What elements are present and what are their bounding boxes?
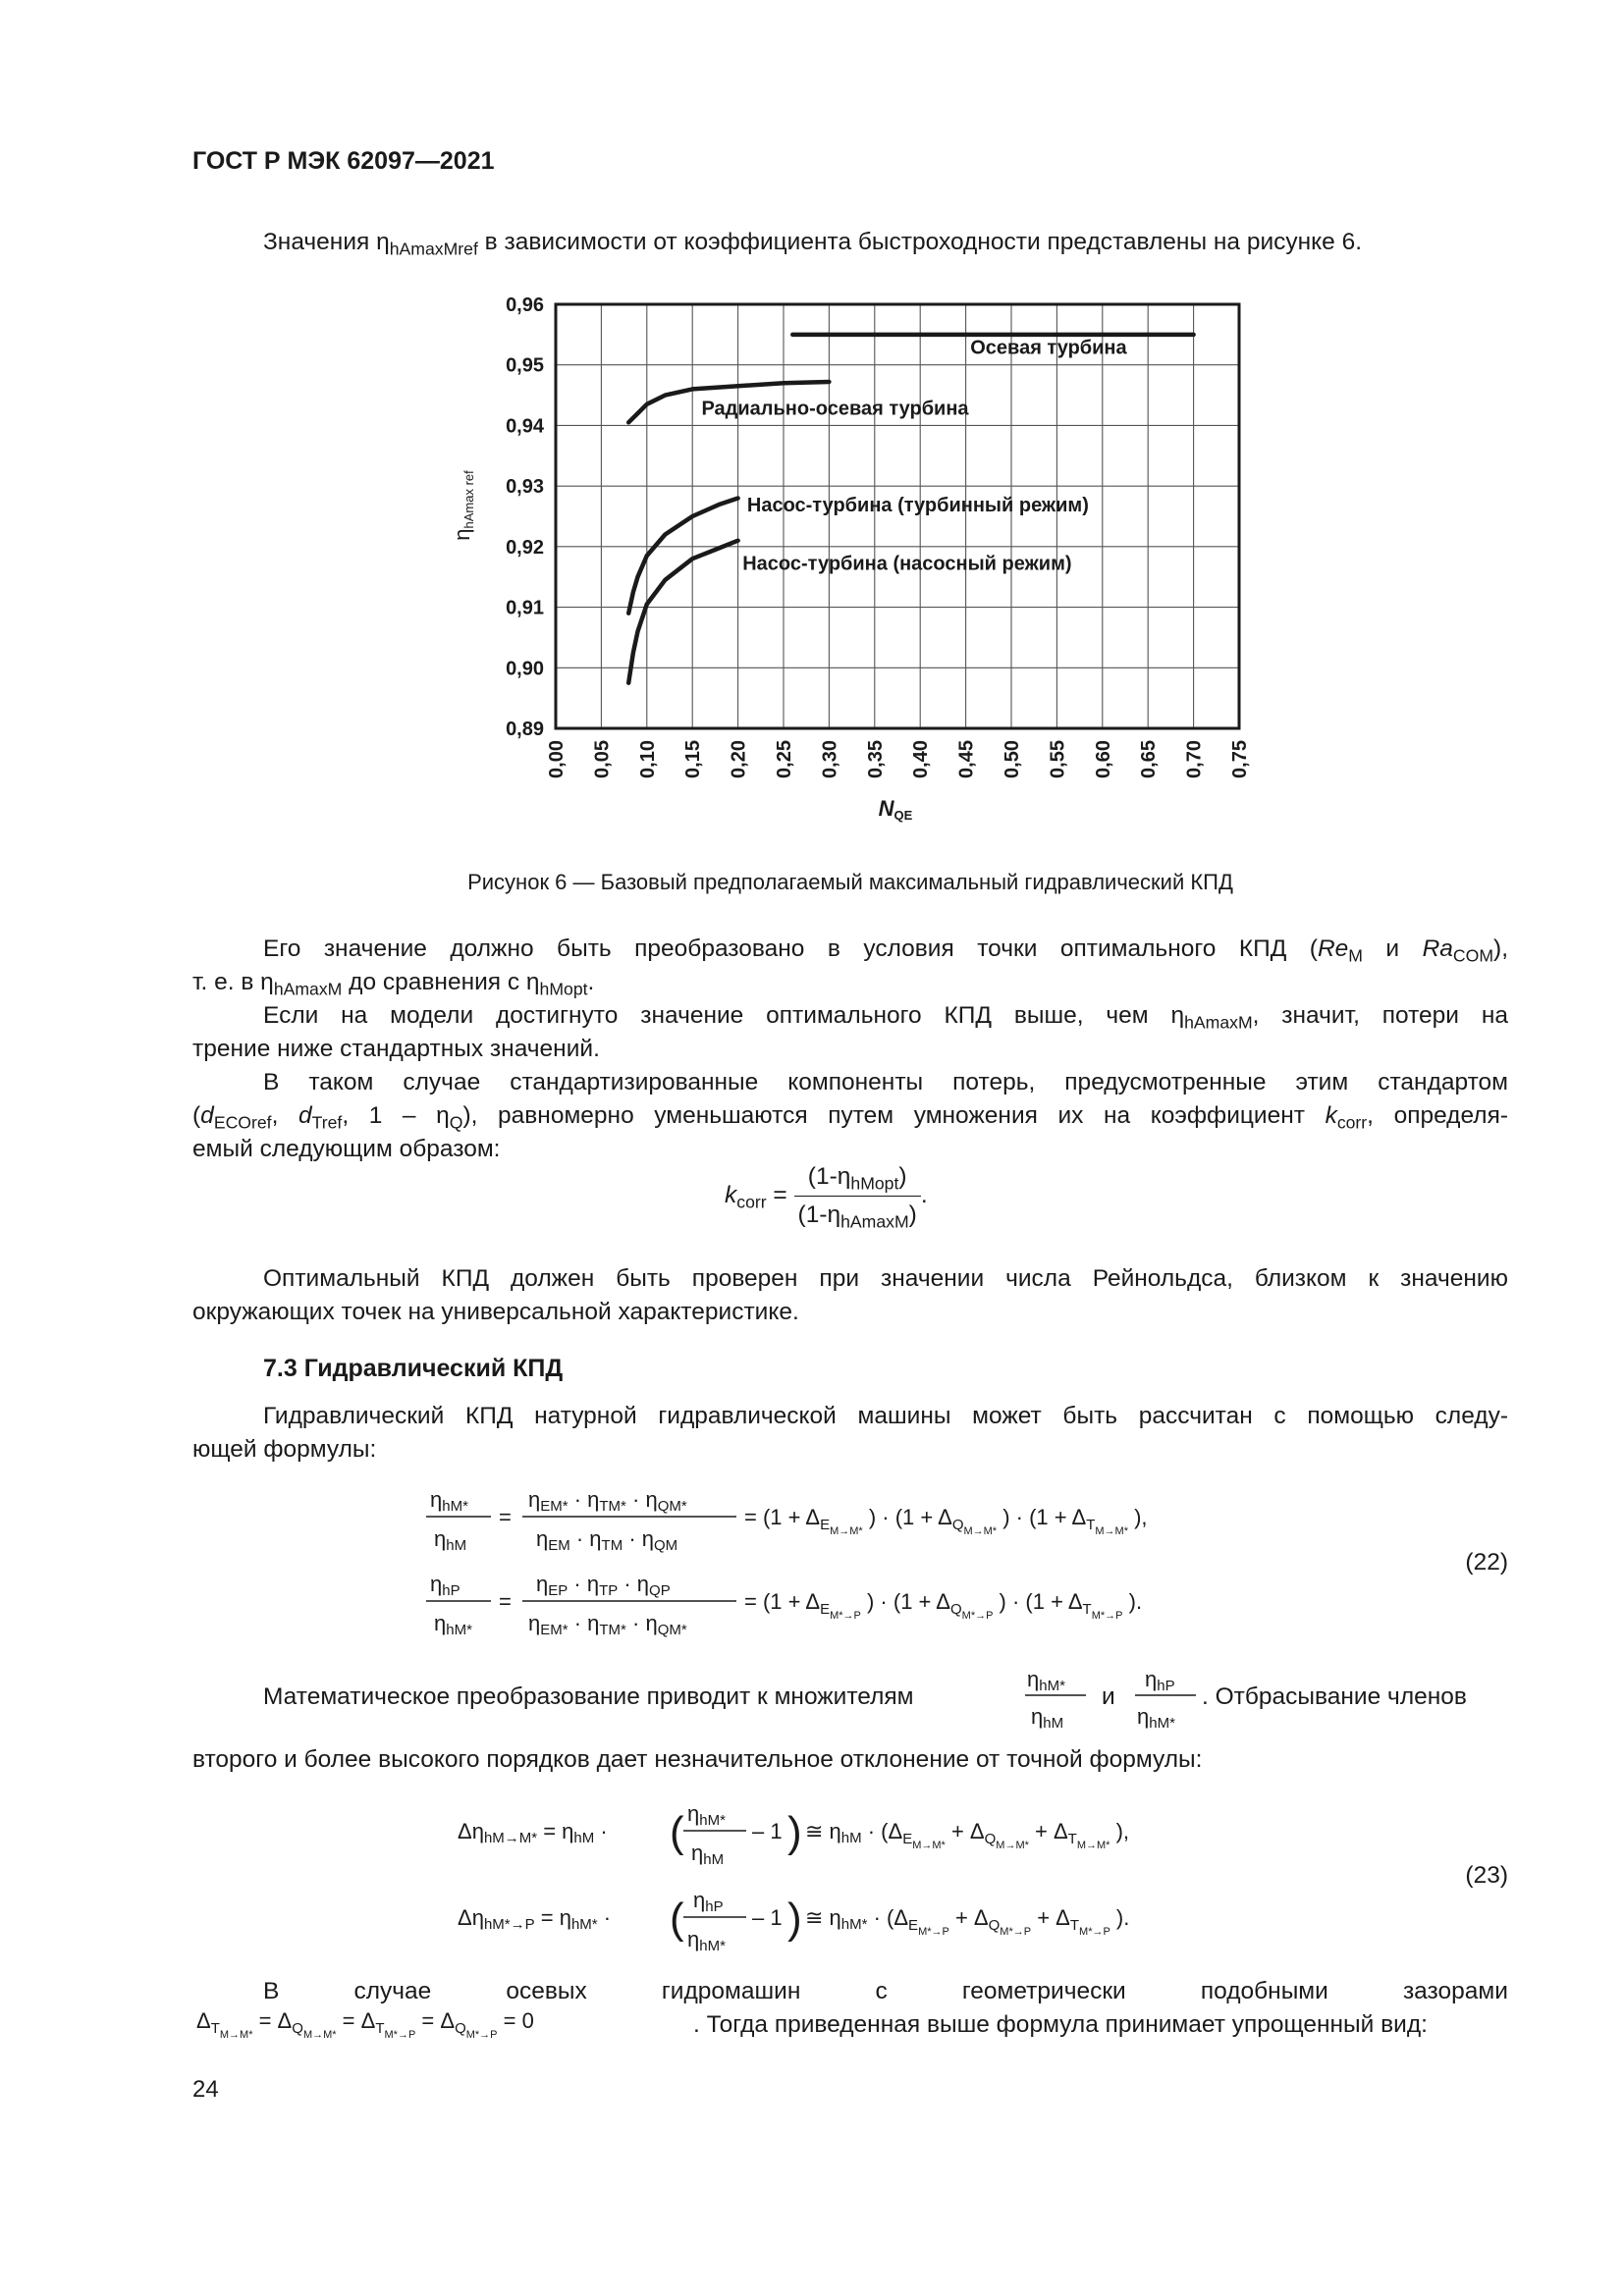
y-tick-label: 0,91 (506, 597, 544, 619)
svg-text:ηhP: ηhP (430, 1572, 460, 1599)
equation-23-number: (23) (1465, 1862, 1508, 1889)
equation-22 (412, 1477, 1296, 1654)
figure-6-chart (432, 290, 1276, 839)
svg-text:ηhM*: ηhM* (430, 1487, 468, 1515)
paragraph-6-text-b: . Отбрасывание членов (1202, 1683, 1467, 1710)
x-axis-label: NQE (878, 796, 913, 823)
paragraph-7-formula (192, 2002, 713, 2046)
y-tick-label: 0,95 (506, 354, 544, 377)
svg-text:ηhM*: ηhM* (434, 1611, 472, 1638)
paragraph-1-line-2: т. е. в $\eta_{hAmaxM}$ до сравнения с $\eta_{hMopt}$. (192, 969, 595, 999)
section-heading: 7.3 Гидравлический КПД (263, 1355, 564, 1382)
x-tick-label: 0,50 (1001, 740, 1023, 778)
svg-text:ηhM*: ηhM* (1137, 1704, 1175, 1732)
svg-text:ηhM: ηhM (691, 1841, 725, 1868)
equation-22-number: (22) (1465, 1549, 1508, 1575)
y-tick-label: 0,93 (506, 476, 544, 499)
intro-subscript: hAmaxMref (389, 239, 478, 259)
x-tick-label: 0,00 (546, 740, 568, 778)
svg-text:ηhM: ηhM (434, 1526, 467, 1554)
paragraph-4-line-1: Оптимальный КПД должен быть проверен при значении числа Рейнольдса, близком к значению (263, 1265, 1508, 1292)
y-tick-label: 0,96 (506, 294, 544, 316)
y-tick-label: 0,92 (506, 536, 544, 559)
svg-text:ηhM*: ηhM* (687, 1927, 726, 1954)
x-tick-label: 0,40 (910, 740, 933, 778)
svg-text:(: ( (670, 1895, 684, 1943)
x-tick-label: 0,35 (864, 740, 887, 778)
paragraph-7-line-1: В случае осевых гидромашин с геометрически подобными зазорами (263, 1978, 1508, 2004)
svg-text:(: ( (670, 1808, 684, 1856)
equation-23 (452, 1791, 1257, 1968)
svg-text:≅ ηhM · (ΔEM→M* + ΔQM→M* + ΔTM: ≅ $\eta hM \cdot (\Delta_{EM\to M*} + \Delta_{QM\to M*} + \Delta_{TM\to M*}$ ), (805, 1819, 1130, 1851)
svg-text:ηhP: ηhP (1145, 1667, 1175, 1694)
svg-text:– 1: – 1 (752, 1819, 783, 1843)
paragraph-6-line-2: второго и более высокого порядков дает незначительное отклонение от точной формулы: (192, 1746, 1203, 1773)
document-header: ГОСТ Р МЭК 62097—2021 (192, 147, 495, 175)
paragraph-2-line-1: Если на модели достигнуто значение оптимального КПД выше, чем $\eta_{hAmaxM}$, значит, потери на (263, 1002, 1508, 1033)
series-label: Насос-турбина (насосный режим) (742, 553, 1072, 575)
series-line (628, 499, 737, 614)
svg-text:ηhP: ηhP (693, 1888, 724, 1915)
svg-text:ΔTM→M* = ΔQM→M* = ΔTM*→P = ΔQM: $\Delta_{TM\to M*} = \Delta_{QM\to M*} = \Delta_{TM*\to P} = \Delta_{QM*\to P} = 0$ (196, 2008, 534, 2041)
paragraph-6-text-a: Математическое преобразование приводит к множителям (263, 1683, 914, 1710)
svg-text:ηEM* · ηTM* · ηQM*: ηEM* · ηTM* · ηQM* (528, 1487, 687, 1515)
paragraph-2-line-2: трение ниже стандартных значений. (192, 1036, 600, 1062)
svg-text:=: = (499, 1589, 512, 1614)
svg-text:ηhM*: ηhM* (1027, 1667, 1065, 1694)
paragraph-6-and: и (1102, 1683, 1115, 1710)
paragraph-5-line-1: Гидравлический КПД натурной гидравлической машины может быть рассчитан с помощью следу- (263, 1403, 1508, 1429)
x-tick-label: 0,25 (774, 740, 795, 778)
x-tick-label: 0,10 (636, 740, 659, 778)
intro-text-tail: в зависимости от коэффициента быстроходности представлены на рисунке 6. (477, 229, 1363, 255)
y-tick-label: 0,90 (506, 658, 544, 680)
x-tick-label: 0,45 (955, 740, 978, 778)
paragraph-7-line-2-tail: . Тогда приведенная выше формула принимает упрощенный вид: (693, 2011, 1428, 2038)
paragraph-3-line-3: емый следующим образом: (192, 1136, 501, 1162)
svg-text:ΔηhM→M* = ηhM ·: ΔηhM→M* = ηhM · (458, 1819, 608, 1846)
paragraph-3-line-2: ($d_{ECOref}$, $d_{Tref}$, $1 - \eta_Q$), равномерно уменьшаются путем умножения их на коэффициент $k_{corr}$, определя- (192, 1102, 1508, 1133)
x-tick-label: 0,65 (1138, 740, 1161, 778)
x-tick-label: 0,20 (728, 740, 750, 778)
x-tick-label: 0,15 (682, 740, 705, 778)
intro-paragraph (263, 226, 1362, 259)
svg-text:ηhM: ηhM (1031, 1704, 1064, 1732)
svg-text:= (1 + ΔEM*→P ) · (1 + ΔQM*→P: = ($1 + \Delta_{EM*\to P}$ ) · ($1 + \Delta_{QM*\to P}$ ) · ($1 + \Delta_{TM*\to P}$ ). (744, 1589, 1143, 1622)
x-tick-label: 0,55 (1047, 740, 1069, 778)
svg-text:ηhM*: ηhM* (687, 1801, 726, 1829)
series-label: Насос-турбина (турбинный режим) (746, 495, 1089, 517)
svg-text:ηEM · ηTM · ηQM: ηEM · ηTM · ηQM (536, 1526, 678, 1554)
paragraph-5-line-2: ющей формулы: (192, 1436, 377, 1463)
series-labels (701, 338, 1127, 575)
svg-text:= (1 + ΔEM→M* ) · (1 + ΔQM→M*: = ($1 + \Delta_{EM\to M*}$ ) · ($1 + \Delta_{QM\to M*}$ ) · ($1 + \Delta_{TM\to M*}$ ), (744, 1505, 1148, 1537)
page-number: 24 (192, 2076, 219, 2103)
figure-caption: Рисунок 6 — Базовый предполагаемый максимальный гидравлический КПД (467, 870, 1233, 894)
x-tick-label: 0,30 (819, 740, 841, 778)
x-tick-label: 0,75 (1229, 740, 1251, 778)
paragraph-1-line-1: Его значение должно быть преобразовано в условия точки оптимального КПД ($Re_M$ и $Ra_{COM}$), (263, 935, 1508, 966)
kcorr-formula: $k_{corr}$ = $\frac{(1-\eta_{hMopt})}{(1-\eta_{hAmaxM})}$ . (725, 1160, 928, 1232)
svg-text:– 1: – 1 (752, 1905, 783, 1930)
svg-text:): ) (787, 1808, 802, 1856)
svg-text:): ) (787, 1895, 802, 1943)
paragraph-6-fractions (1021, 1659, 1218, 1737)
x-tick-label: 0,60 (1092, 740, 1114, 778)
y-axis-label: ηhAmax ref (450, 470, 476, 541)
svg-text:≅ ηhM* · (ΔEM*→P + ΔQM*→P + ΔT: ≅ $\eta hM* \cdot (\Delta_{EM*\to P} + \Delta_{QM*\to P} + \Delta_{TM*\to P}$ ). (805, 1905, 1130, 1938)
x-tick-labels (546, 740, 1251, 778)
series-label: Осевая турбина (970, 337, 1127, 359)
y-tick-label: 0,89 (506, 719, 544, 740)
svg-text:ΔηhM*→P = ηhM* ·: ΔηhM*→P = ηhM* · (458, 1905, 612, 1933)
x-tick-label: 0,70 (1183, 740, 1206, 778)
y-tick-labels (506, 294, 545, 740)
svg-text:ηEM* · ηTM* · ηQM*: ηEM* · ηTM* · ηQM* (528, 1611, 687, 1638)
paragraph-4-line-2: окружающих точек на универсальной характеристике. (192, 1299, 799, 1325)
series-label: Радиально-осевая турбина (701, 398, 969, 420)
svg-text:ηEP · ηTP · ηQP: ηEP · ηTP · ηQP (536, 1572, 671, 1599)
y-tick-label: 0,94 (506, 415, 544, 438)
intro-text: Значения η (263, 229, 390, 255)
svg-text:=: = (499, 1505, 512, 1529)
paragraph-3-line-1: В таком случае стандартизированные компоненты потерь, предусмотренные этим стандартом (263, 1069, 1508, 1095)
x-tick-label: 0,05 (591, 740, 614, 778)
